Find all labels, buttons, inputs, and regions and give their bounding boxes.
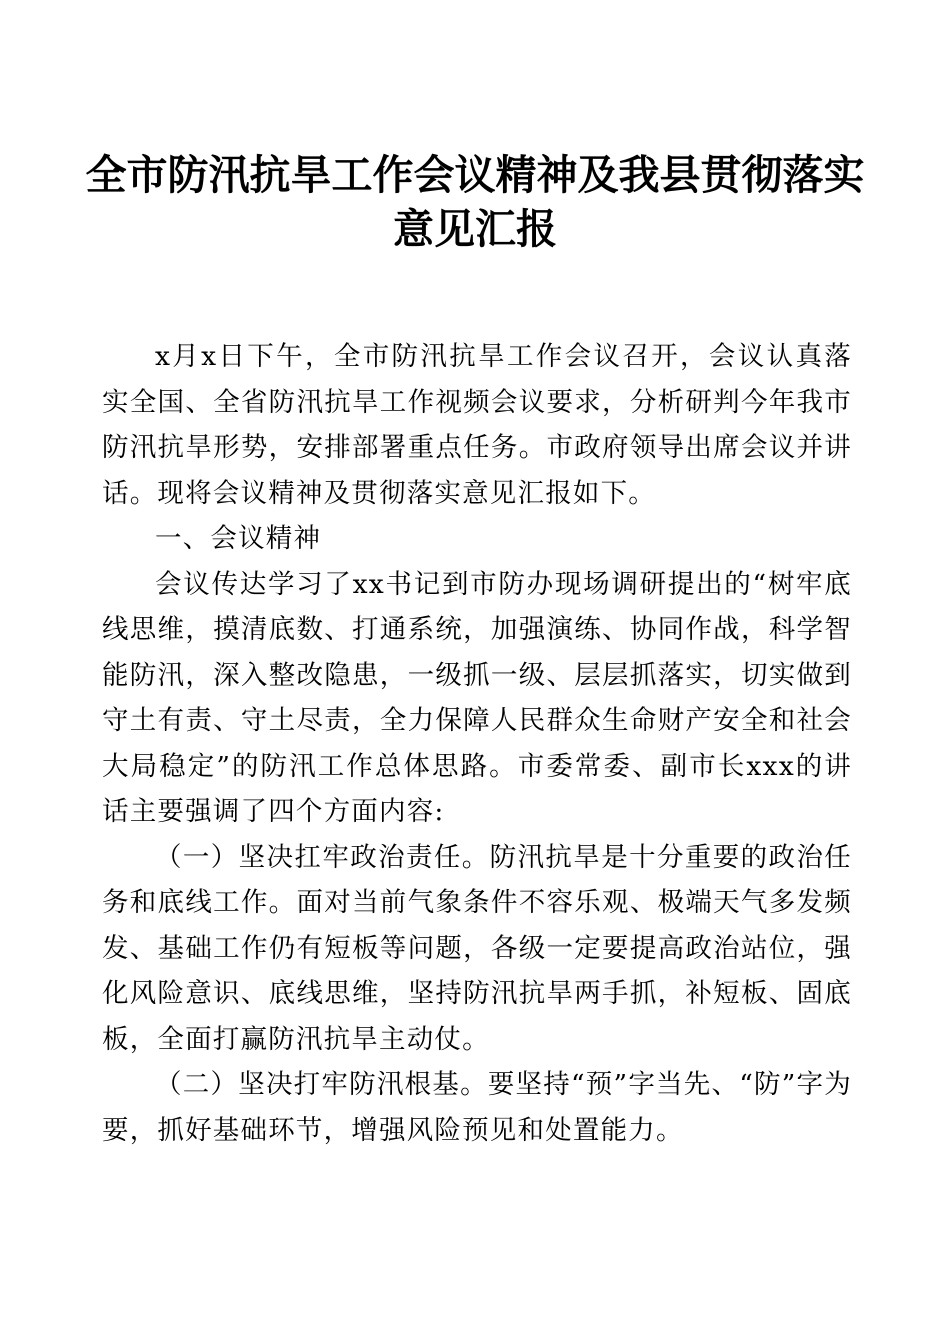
meeting-content-paragraph: 会议传达学习了xx书记到市防办现场调研提出的“树牢底线思维，摸清底数、打通系统，加强演练、协同作战，科学智能防汛，深入整改隐患，一级抓一级、层层抓落实，切实做到守土有责、守土尽责，全力保障人民群众生命财产安全和社会大局稳定”的防汛工作总体思路。市委常委、副市长xxx的讲话主要强调了四个方面内容: — [102, 568, 852, 827]
document-body — [102, 334, 852, 1153]
document-title: 全市防汛抗旱工作会议精神及我县贯彻落实意见汇报 — [85, 151, 865, 253]
point-one-paragraph: （一）坚决扛牢政治责任。防汛抗旱是十分重要的政治任务和底线工作。面对当前气象条件不容乐观、极端天气多发频发、基础工作仍有短板等问题，各级一定要提高政治站位，强化风险意识、底线思维，坚持防汛抗旱两手抓，补短板、固底板，全面打赢防汛抗旱主动仗。 — [102, 841, 852, 1055]
intro-paragraph: x月x日下午，全市防汛抗旱工作会议召开，会议认真落实全国、全省防汛抗旱工作视频会议要求，分析研判今年我市防汛抗旱形势，安排部署重点任务。市政府领导出席会议并讲话。现将会议精神及贯彻落实意见汇报如下。 — [102, 341, 852, 509]
point-two-paragraph: （二）坚决打牢防汛根基。要坚持“预”字当先、“防”字为要，抓好基础环节，增强风险预见和处置能力。 — [102, 1069, 852, 1146]
section-heading-meeting-spirit: 一、会议精神 — [155, 523, 322, 554]
